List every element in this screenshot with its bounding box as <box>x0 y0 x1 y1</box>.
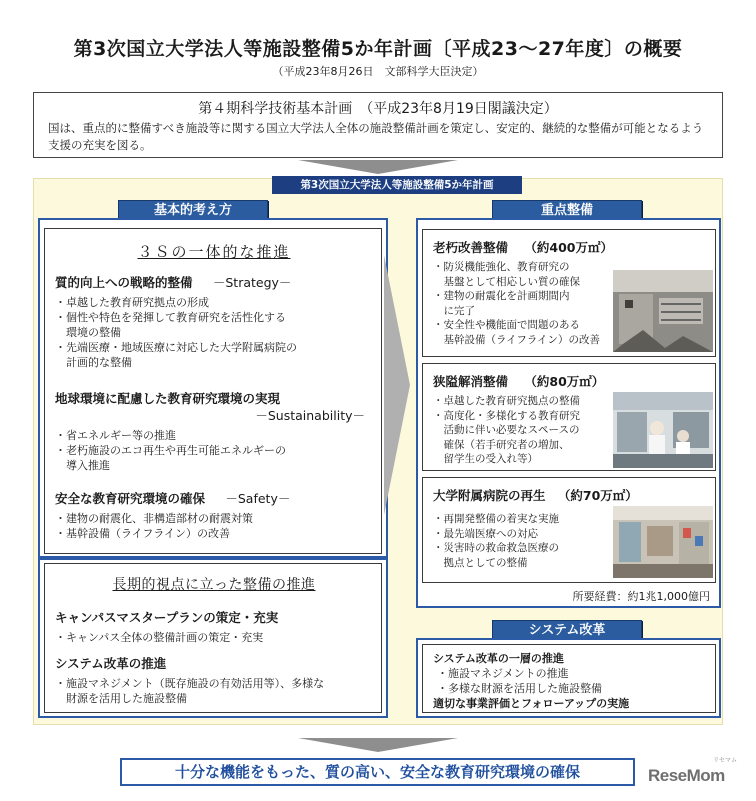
bullet: 活動に伴い必要なスペースの <box>433 424 580 436</box>
aging-heading <box>433 238 713 256</box>
bullet: ・災害時の救命救急医療の <box>433 542 559 554</box>
bullet: 拠点としての整備 <box>433 556 528 569</box>
bullet: 計画的な整備 <box>55 356 132 369</box>
sustainability-en: －Sustainability－ <box>255 408 365 423</box>
system-reform-header: システム改革 <box>492 620 642 640</box>
bullet: ・最先端医療への対応 <box>433 527 538 540</box>
bullet: ・建物の耐震化、非構造部材の耐震対策 <box>55 512 253 525</box>
bullet: ・再開発整備の着実な実施 <box>433 513 559 525</box>
priority-item-aging <box>422 229 716 357</box>
long-term-title: 長期的視点に立った整備の推進 <box>112 577 316 593</box>
priority-header: 重点整備 <box>492 200 642 220</box>
safety-en: －Safety－ <box>225 491 291 506</box>
down-arrow-bottom <box>298 738 458 752</box>
bullet: ・安全性や機能面で問題のある <box>433 319 580 331</box>
priority-item-crowding <box>422 363 716 471</box>
system-reform-panel <box>422 644 716 713</box>
bullet: ・施設マネジメント（既存施設の有効活用等）、多様な <box>55 677 325 690</box>
strategy-heading-text: 質的向上への戦略的整備 <box>55 275 193 290</box>
bullet: ・防災機能強化、教育研究の <box>433 261 570 273</box>
safety-heading <box>55 489 375 507</box>
crowding-heading-text: 狭隘解消整備 <box>433 374 509 389</box>
system-reform-line: ・多様な財源を活用した施設整備 <box>437 682 602 695</box>
bullet: ・建物の耐震化を計画期間内 <box>433 290 570 302</box>
bullet: ・老朽施設のエコ再生や再生可能エネルギーの <box>55 444 286 457</box>
bullet: ・高度化・多様化する教育研究 <box>433 409 580 422</box>
basic-plan-text: 国は、重点的に整備すべき施設等に関する国立大学法人全体の施設整備計画を策定し、安定的、継続的な整備が可能となるよう支援の充実を図る。 <box>48 121 704 152</box>
bullet: 留学生の受入れ等） <box>433 453 538 465</box>
system-reform-line: システム改革の一層の推進 <box>433 652 564 665</box>
basic-plan-box <box>33 92 723 158</box>
bullet: ・個性や特色を発揮して教育研究を活性化する <box>55 311 286 324</box>
bullet: 財源を活用した施設整備 <box>55 692 187 705</box>
right-arrow-center <box>384 255 410 515</box>
bullet: 環境の整備 <box>55 326 121 339</box>
bullet: ・卓越した教育研究拠点の整備 <box>433 395 580 407</box>
strategy-en: －Strategy－ <box>212 275 292 290</box>
crowding-heading <box>433 372 713 390</box>
lab-photo-icon <box>613 392 713 468</box>
campus-plan-bullets <box>55 630 375 645</box>
sustainability-bullets <box>55 428 375 473</box>
bullet: ・卓越した教育研究拠点の形成 <box>55 296 209 309</box>
sustainability-en-row <box>55 406 365 424</box>
system-reform-line: ・施設マネジメントの推進 <box>437 667 569 680</box>
system-reform-line: 適切な事業評価とフォローアップの実施 <box>433 697 630 710</box>
resemom-logo: ReseMom <box>648 766 725 785</box>
crowding-cost: （約80万㎡） <box>524 374 605 389</box>
hospital-bullets <box>433 512 613 570</box>
bullet: ・省エネルギー等の推進 <box>55 429 176 442</box>
bullet: ・キャンパス全体の整備計画の策定・充実 <box>55 631 264 644</box>
hospital-heading <box>433 486 713 504</box>
budget-text: 所要経費：約1兆1,000億円 <box>572 590 710 603</box>
system-reform-heading: システム改革の推進 <box>55 656 167 671</box>
safety-bullets <box>55 511 375 541</box>
bullet: ・基幹設備（ライフライン）の改善 <box>55 527 231 540</box>
aging-bullets <box>433 260 613 347</box>
conclusion-box: 十分な機能をもった、質の高い、安全な教育研究環境の確保 <box>120 758 635 786</box>
resemom-logo-small: リセマム <box>713 757 737 764</box>
building-photo-icon <box>613 270 713 352</box>
hospital-cost: （約70万㎡） <box>557 488 638 503</box>
bullet: 導入推進 <box>55 459 110 472</box>
page-title: 第3次国立大学法人等施設整備5か年計画〔平成23〜27年度〕の概要 <box>73 38 683 60</box>
sustainability-heading: 地球環境に配慮した教育研究環境の実現 <box>55 391 281 406</box>
bullet: 確保（若手研究者の増加、 <box>433 438 570 451</box>
strategy-bullets <box>55 295 375 370</box>
basic-approach-header: 基本的考え方 <box>118 200 268 220</box>
aging-cost: （約400万㎡） <box>524 240 613 255</box>
hospital-photo-icon <box>613 506 713 578</box>
aging-heading-text: 老朽改善整備 <box>433 240 509 255</box>
strategy-heading <box>55 273 375 291</box>
basic-plan-title: 第４期科学技術基本計画 （平成23年8月19日閣議決定） <box>198 101 558 117</box>
three-s-panel <box>44 228 382 554</box>
priority-item-hospital <box>422 477 716 583</box>
campus-plan-heading: キャンパスマスタープランの策定・充実 <box>55 610 279 625</box>
bullet: 基幹設備（ライフライン）の改善 <box>433 333 601 346</box>
down-arrow-top <box>298 160 458 174</box>
long-term-panel <box>44 563 382 713</box>
five-year-plan-label: 第3次国立大学法人等施設整備5か年計画 <box>272 176 522 194</box>
bullet: 基盤として相応しい質の確保 <box>433 275 580 288</box>
safety-heading-text: 安全な教育研究環境の確保 <box>55 491 206 506</box>
crowding-bullets <box>433 394 613 467</box>
three-s-title: ３Ｓの一体的な推進 <box>137 243 291 261</box>
page-subtitle: （平成23年8月26日 文部科学大臣決定） <box>272 65 484 78</box>
hospital-heading-text: 大学附属病院の再生 <box>433 488 546 503</box>
bullet: に完了 <box>433 304 475 317</box>
system-reform-lines <box>433 651 713 711</box>
system-reform-bullets <box>55 676 375 706</box>
bullet: ・先端医療・地域医療に対応した大学附属病院の <box>55 341 297 354</box>
